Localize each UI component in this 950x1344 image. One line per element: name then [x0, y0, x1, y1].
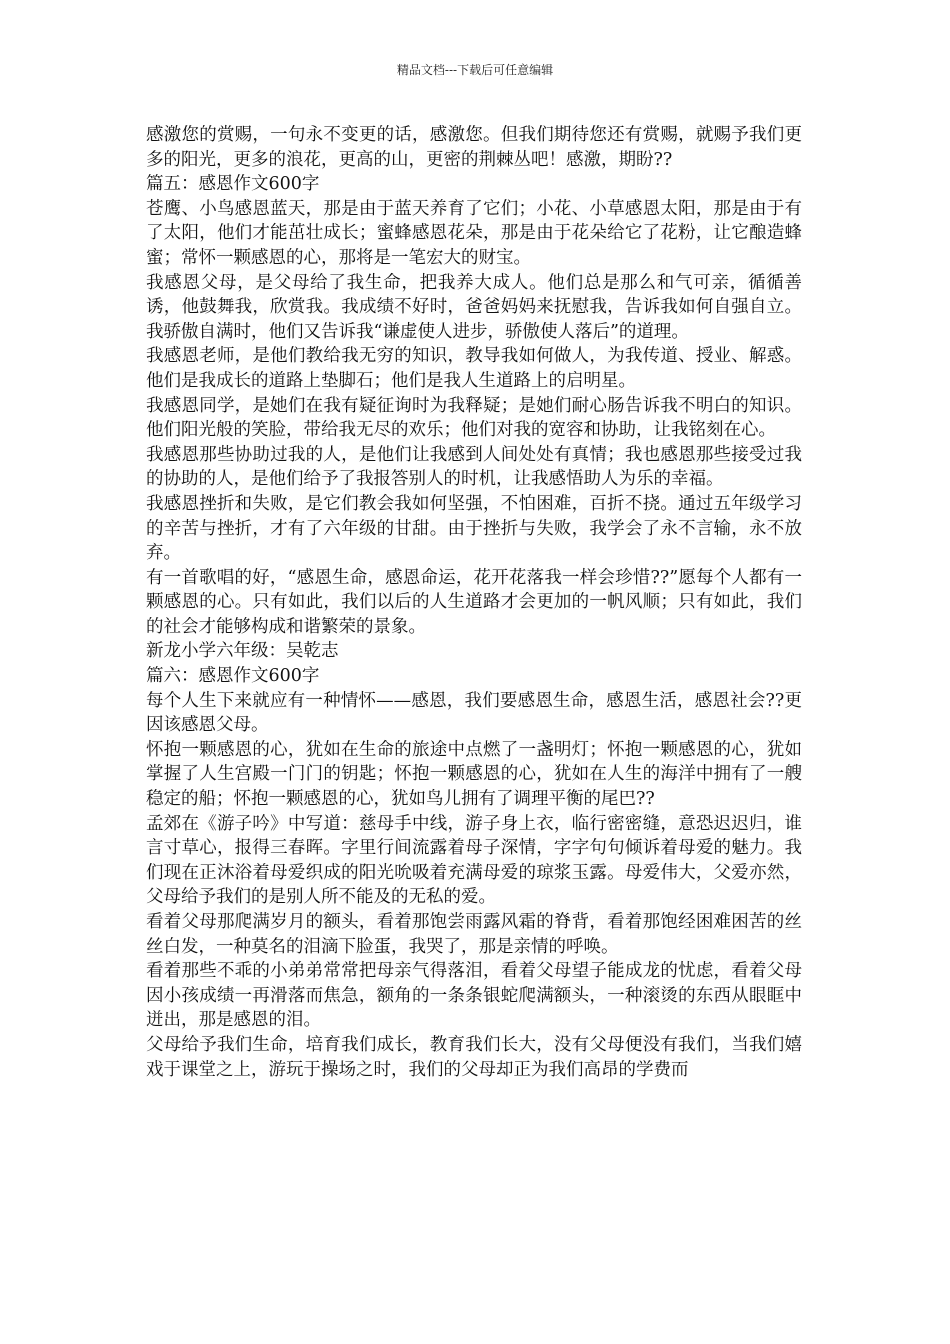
- section-heading: 篇六：感恩作文600字: [146, 666, 320, 687]
- paragraph: 我感恩父母，是父母给了我生命，把我养大成人。他们总是那么和气可亲，循循善诱，他鼓舞我，欣赏我。我成绩不好时，爸爸妈妈来抚慰我，告诉我如何自强自立。我骄傲自满时，他们又告诉我“谦虚使人进步，骄傲使人落后”的道理。: [146, 272, 802, 342]
- paragraph: 感激您的赏赐，一句永不变更的话，感激您。但我们期待您还有赏赐，就赐予我们更多的阳光，更多的浪花，更高的山，更密的荆棘丛吧！感激，期盼??: [146, 125, 802, 170]
- paragraph: 每个人生下来就应有一种情怀——感恩，我们要感恩生命，感恩生活，感恩社会??更因该感恩父母。: [146, 690, 802, 736]
- page-header: 精品文档---下载后可任意编辑: [396, 63, 554, 77]
- paragraph: 父母给予我们生命，培育我们成长，教育我们长大，没有父母便没有我们，当我们嬉戏于课堂之上，游玩于操场之时，我们的父母却正为我们高昂的学费而: [146, 1034, 802, 1080]
- paragraph: 我感恩同学，是她们在我有疑征询时为我释疑；是她们耐心肠告诉我不明白的知识。他们阳光般的笑脸，带给我无尽的欢乐；他们对我的宽容和协助，让我铭刻在心。: [146, 395, 802, 441]
- paragraph: 我感恩挫折和失败，是它们教会我如何坚强，不怕困难，百折不挠。通过五年级学习的辛苦与挫折，才有了六年级的甘甜。由于挫折与失败，我学会了永不言输，永不放弃。: [146, 493, 802, 564]
- paragraph: 有一首歌唱的好，“感恩生命，感恩命运，花开花落我一样会珍惜??”愿每个人都有一颗感恩的心。只有如此，我们以后的人生道路才会更加的一帆风顺；只有如此，我们的社会才能够构成和谐繁荣的景象。: [146, 567, 802, 637]
- paragraph: 看着那些不乖的小弟弟常常把母亲气得落泪，看着父母望子能成龙的忧虑，看着父母因小孩成绩一再滑落而焦急，额角的一条条银蛇爬满额头，一种滚烫的东西从眼眶中迸出，那是感恩的泪。: [146, 961, 802, 1031]
- author-line: 新龙小学六年级：吴乾志: [146, 641, 339, 662]
- paragraph: 孟郊在《游子吟》中写道：慈母手中线，游子身上衣，临行密密缝，意恐迟迟归，谁言寸草心，报得三春晖。字里行间流露着母子深情，字字句句倾诉着母爱的魅力。我们现在正沐浴着母爱织成的阳光吮吸着充满母爱的琼浆玉露。母爱伟大，父爱亦然，父母给予我们的是别人所不能及的无私的爱。: [146, 813, 802, 908]
- paragraph: 我感恩老师，是他们教给我无穷的知识，教导我如何做人，为我传道、授业、解惑。他们是我成长的道路上垫脚石；他们是我人生道路上的启明星。: [146, 346, 802, 391]
- section-heading: 篇五：感恩作文600字: [146, 174, 320, 195]
- paragraph: 我感恩那些协助过我的人，是他们让我感到人间处处有真情；我也感恩那些接受过我的协助的人，是他们给予了我报答别人的时机，让我感悟助人为乐的幸福。: [146, 444, 802, 490]
- document-body: [146, 123, 802, 1082]
- paragraph: 苍鹰、小鸟感恩蓝天，那是由于蓝天养育了它们；小花、小草感恩太阳，那是由于有了太阳，他们才能茁壮成长；蜜蜂感恩花朵，那是由于花朵给它了花粉，让它酿造蜂蜜；常怀一颗感恩的心，那将是一笔宏大的财宝。: [146, 198, 802, 268]
- paragraph: 看着父母那爬满岁月的额头，看着那饱尝雨露风霜的脊背，看着那饱经困难困苦的丝丝白发，一种莫名的泪滴下脸蛋，我哭了，那是亲情的呼唤。: [146, 912, 802, 957]
- paragraph: 怀抱一颗感恩的心，犹如在生命的旅途中点燃了一盏明灯；怀抱一颗感恩的心，犹如掌握了人生宫殿一门门的钥匙；怀抱一颗感恩的心，犹如在人生的海洋中拥有了一艘稳定的船；怀抱一颗感恩的心，犹如鸟儿拥有了调理平衡的尾巴??: [146, 739, 802, 810]
